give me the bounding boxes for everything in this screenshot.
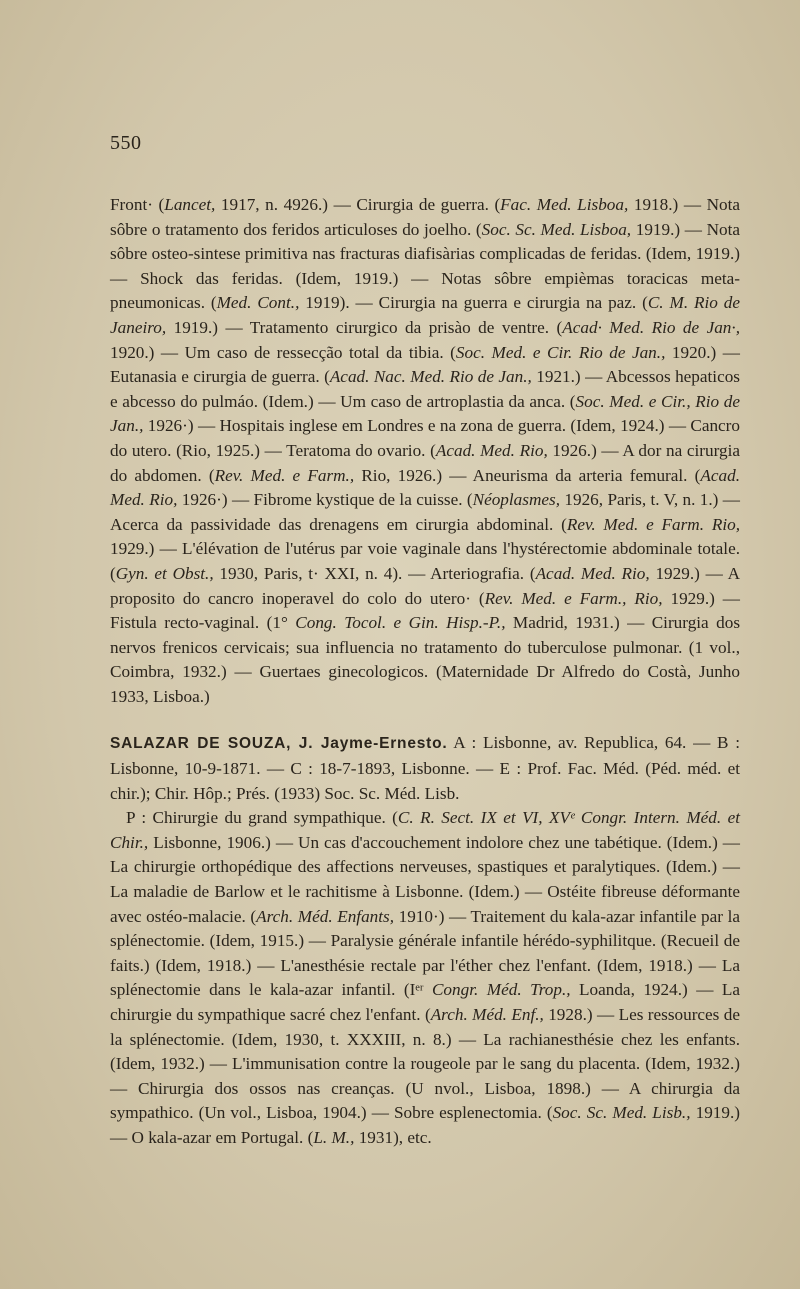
citation-source: Fac. Med. Lisboa, [500, 195, 629, 214]
citation-source: Congr. Méd. Trop., [431, 980, 571, 1000]
citation-source: Gyn. et Obst., [115, 563, 214, 583]
citation-source: Arch. Méd. Enfants, [256, 906, 395, 926]
paragraph-gap [110, 709, 740, 731]
citation-source: L. M., [313, 1127, 355, 1147]
citation-source: Arch. Méd. Enf., [430, 1005, 544, 1024]
citation-source: Acad. Nac. Med. Rio de Jan., [329, 367, 532, 387]
page-number: 550 [110, 132, 142, 154]
citation-source: Soc. Med. e Cir. Rio de Jan., [455, 342, 666, 362]
citation-source: Soc. Med. e Cir., Rio de Jan., [110, 391, 740, 436]
citation-source: Acad. Med. Rio, [435, 440, 548, 460]
citation-source: Soc. Sc. Med. Lisb., [552, 1103, 691, 1123]
entry-heading: SALAZAR DE SOUZA, J. Jayme-Ernesto. [110, 735, 448, 753]
citation-source: C. R. Sect. IX et VI, XVᵉ Congr. Intern. Méd. et Chir., [110, 808, 741, 852]
entry-details: A : Lisbonne, av. Republica, 64. — B : Lisbonne, 10-9-1871. — C : 18-7-1893, Lisbonne. — E : Prof. Fac. Méd. (Péd. méd. et chir.); Chir. Hôp.; Prés. (1933) Soc. Sc. Méd. Lisb. [110, 733, 740, 803]
citation-source: Rev. Med. e Farm., [214, 465, 355, 485]
citation-source: Néoplasmes, [472, 490, 560, 510]
citation-source: C. M. Rio de Janeiro, [110, 293, 740, 337]
citation-source: Lancet, [164, 195, 216, 214]
citation-source: Rev. Med. e Farm. Rio, [566, 514, 740, 534]
frontin-paragraph: Front· (Lancet, 1917, n. 4926.) — Cirurgia de guerra. (Fac. Med. Lisboa, 1918.) — Nota sôbre o tratamento dos feridos articuloses do joelho. (Soc. Sc. Med. Lisboa, 1919.) — Nota sôbre osteo-sintese primitiva nas fracturas diafisàrias complicadas de feridas. (Idem, 1919.) — Shock das feridas. (Idem, 1919.) — Notas sôbre empièmas toracicas meta-pneumonicas. (Med. Cont., 1919). — Cirurgia na guerra e cirurgia na paz. (C. M. Rio de Janeiro, 1919.) — Tratamento cirurgico da prisào de ventre. (Acad· Med. Rio de Jan·, 1920.) — Um caso de ressecção total da tibia. (Soc. Med. e Cir. Rio de Jan., 1920.) — Eutanasia e cirurgia de guerra. (Acad. Nac. Med. Rio de Jan., 1921.) — Abcessos hepaticos e abcesso do pulmáo. (Idem.) — Um caso de artroplastia da anca. (Soc. Med. e Cir., Rio de Jan., 1926·) — Hospitais inglese em Londres e na zona de guerra. (Idem, 1924.) — Cancro do utero. (Rio, 1925.) — Teratoma do ovario. (Acad. Med. Rio, 1926.) — A dor na cirurgia do abdomen. (Rev. Med. e Farm., Rio, 1926.) — Aneurisma da arteria femural. (Acad. Med. Rio, 1926·) — Fibrome kystique de la cuisse. (Néoplasmes, 1926, Paris, t. V, n. 1.) — Acerca da passividade das drenagens em cirurgia abdominal. (Rev. Med. e Farm. Rio, 1929.) — L'élévation de l'utérus par voie vaginale dans l'hystérectomie abdominale totale. (Gyn. et Obst., 1930, Paris, t· XXI, n. 4). — Arteriografia. (Acad. Med. Rio, 1929.) — A proposito do cancro inoperavel do colo do utero· (Rev. Med. e Farm., Rio, 1929.) — Fistula recto-vaginal. (1° Cong. Tocol. e Gin. Hisp.-P., Madrid, 1931.) — Cirurgia dos nervos frenicos cervicais; sua influencia no tratamento do tuberculose pulmonar. (1 vol., Coimbra, 1932.) — Guertaes ginecologicos. (Maternidade Dr Alfredo do Costà, Junho 1933, Lisboa.) [110, 195, 741, 706]
works-paragraph [110, 806, 740, 1150]
works-list: P : Chirurgie du grand sympathique. (C. R. Sect. IX et VI, XVᵉ Congr. Intern. Méd. et Chir., Lisbonne, 1906.) — Un cas d'accouchement indolore chez une tabétique. (Idem.) — La chirurgie orthopédique des affections nerveuses, spastiques et paralytiques. (Idem.) — La maladie de Barlow et le rachitisme à Lisbonne. (Idem.) — Ostéite fibreuse déformante avec ostéo-malacie. (Arch. Méd. Enfants, 1910·) — Traitement du kala-azar infantile par la splénectomie. (Idem, 1915.) — Paralysie générale infantile hérédo-syphilitque. (Recueil de faits.) (Idem, 1918.) — L'anesthésie rectale par l'éther chez l'enfant. (Idem, 1918.) — La splénectomie dans le kala-azar infantil. (Iᵉʳ Congr. Méd. Trop., Loanda, 1924.) — La chirurgie du sympathique sacré chez l'enfant. (Arch. Méd. Enf., 1928.) — Les ressources de la splénectomie. (Idem, 1930, t. XXXIII, n. 8.) — La rachianesthésie chez les enfants. (Idem, 1932.) — L'immunisation contre la rougeole par le sang du placenta. (Idem, 1932.) — Chirurgia dos ossos nas creanças. (U nvol., Lisboa, 1898.) — A chirurgia da sympathico. (Un vol., Lisboa, 1904.) — Sobre esplenectomia. (Soc. Sc. Med. Lisb., 1919.) — O kala-azar em Portugal. (L. M., 1931), etc. [110, 808, 741, 1147]
document-page [110, 132, 740, 1151]
citation-source: Acad· Med. Rio de Jan·, [562, 317, 740, 337]
citation-source: Cong. Tocol. e Gin. Hisp.-P., [295, 613, 506, 633]
citation-source: Soc. Sc. Med. Lisboa, [481, 219, 632, 239]
citation-source: Acad. Med. Rio, [110, 465, 740, 510]
entry-paragraph [110, 731, 740, 806]
citation-source: Rev. Med. e Farm., Rio, [484, 588, 663, 608]
citation-source: Acad. Med. Rio, [535, 563, 650, 583]
citation-source: Med. Cont., [216, 293, 300, 313]
